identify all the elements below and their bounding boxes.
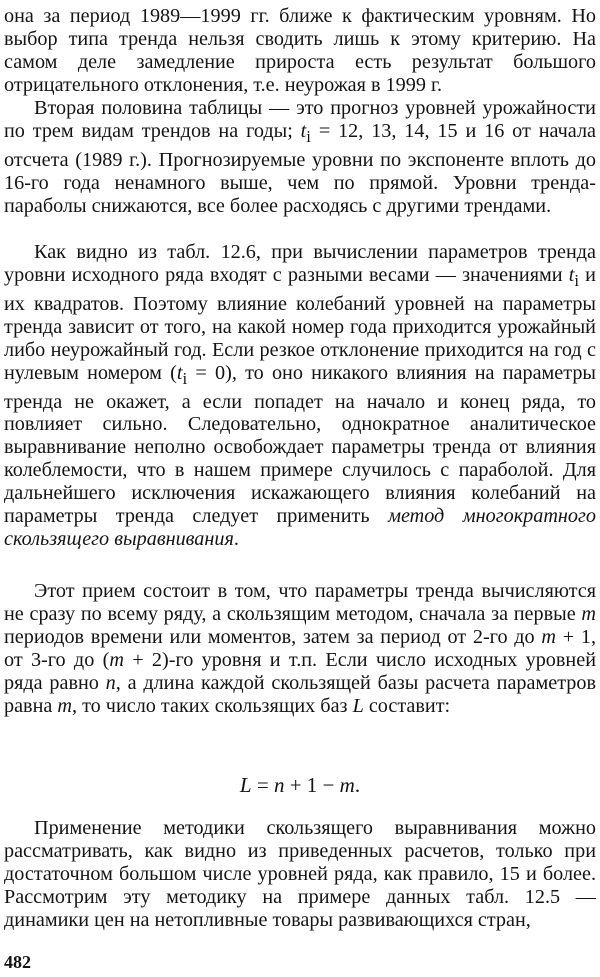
text-run: и их квадратов. Поэтому влияние колебаний уровней на параметры тренда зависит от того, на какой номер года приходится урожайный либо неурожайный год. Если резкое отклонение приходится на год с нулевым номером ( bbox=[4, 263, 596, 384]
paragraph-continuation bbox=[4, 5, 596, 97]
variable-n: n bbox=[273, 773, 285, 797]
variable-L: L bbox=[352, 694, 364, 717]
text-run: . bbox=[233, 527, 239, 550]
subscript-i: i bbox=[306, 126, 311, 146]
variable-m: m bbox=[109, 648, 124, 671]
variable-L: L bbox=[239, 773, 252, 797]
subscript-i: i bbox=[182, 368, 188, 388]
variable-m: m bbox=[581, 602, 596, 625]
paragraph-application bbox=[4, 817, 596, 932]
text-run: Как видно из табл. 12.6, при вычислении параметров тренда уровни исходного ряда входят с разными весами — значениями bbox=[4, 241, 596, 286]
variable-t: t bbox=[176, 361, 183, 384]
paragraph-sliding-method bbox=[4, 580, 596, 717]
formula-bases-count bbox=[0, 773, 600, 797]
paragraph-weights bbox=[4, 241, 596, 551]
variable-m: m bbox=[57, 694, 72, 717]
variable-m: m bbox=[339, 773, 355, 797]
variable-t: t bbox=[568, 263, 575, 286]
text-run: периодов времени или моментов, затем за период от 2-го до bbox=[4, 625, 542, 648]
emphasis-method: метод многократного скользящего выравнивания bbox=[4, 505, 596, 550]
formula-op: = bbox=[251, 773, 274, 797]
subscript-i: i bbox=[574, 270, 580, 290]
variable-t: t bbox=[300, 119, 307, 142]
text-run: + 1, от 3-го до ( bbox=[4, 625, 596, 671]
formula-op: + 1 − bbox=[284, 773, 340, 797]
paragraph-forecast bbox=[4, 97, 596, 218]
variable-n: n bbox=[105, 671, 116, 694]
formula-op: . bbox=[354, 773, 361, 797]
text-run: составит: bbox=[363, 694, 451, 717]
variable-m: m bbox=[541, 625, 556, 648]
paragraph-text: Применение методики скользящего выравнивания можно рассматривать, как видно из приведенных расчетов, только при достаточном большом числе уровней ряда, как правило, 15 и более. Рассмотрим эту методику на примере данных табл. 12.5 — динамики цен на нетопливные товары развивающихся стран, bbox=[4, 817, 596, 931]
paragraph-text: она за период 1989—1999 гг. ближе к фактическим уровням. Но выбор типа тренда нельзя сводить лишь к этому критерию. На самом деле замедление прироста есть результат большого отрицательного отклонения, т.е. неурожая в 1999 г. bbox=[4, 5, 596, 96]
text-run: + 2)-го уровня и т.п. Если число исходных уровней ряда равно bbox=[4, 648, 596, 694]
text-run: = 0), то оно никакого влияния на параметры тренда не окажет, а если попадет на начало и конец ряда, то повлияет сильно. Следовательно, однократное аналитическое выравнивание неполно освобождает параметры тренда от влияния колеблемости, что в нашем примере случилось с параболой. Для дальнейшего исключения искажающего влияния колебаний на параметры тренда следует применить bbox=[4, 361, 596, 528]
text-run: Этот прием состоит в том, что параметры тренда вычисляются не сразу по всему ряду, а скользящим методом, сначала за первые bbox=[4, 580, 596, 625]
text-run: Вторая половина таблицы — это прогноз уровней урожайности по трем видам трендов на годы; bbox=[4, 97, 596, 142]
text-run: , то число таких скользящих баз bbox=[72, 694, 353, 717]
page-number: 482 bbox=[4, 952, 31, 972]
text-run: , а длина каждой скользящей базы расчета параметров равна bbox=[4, 671, 596, 717]
text-run: = 12, 13, 14, 15 и 16 от начала отсчета (1989 г.). Прогнозируемые уровни по экспоненте вплоть до 16-го года ненамного выше, чем по прямой. Уровни тренда-параболы снижаются, все более расходясь с другими трендами. bbox=[4, 119, 596, 217]
